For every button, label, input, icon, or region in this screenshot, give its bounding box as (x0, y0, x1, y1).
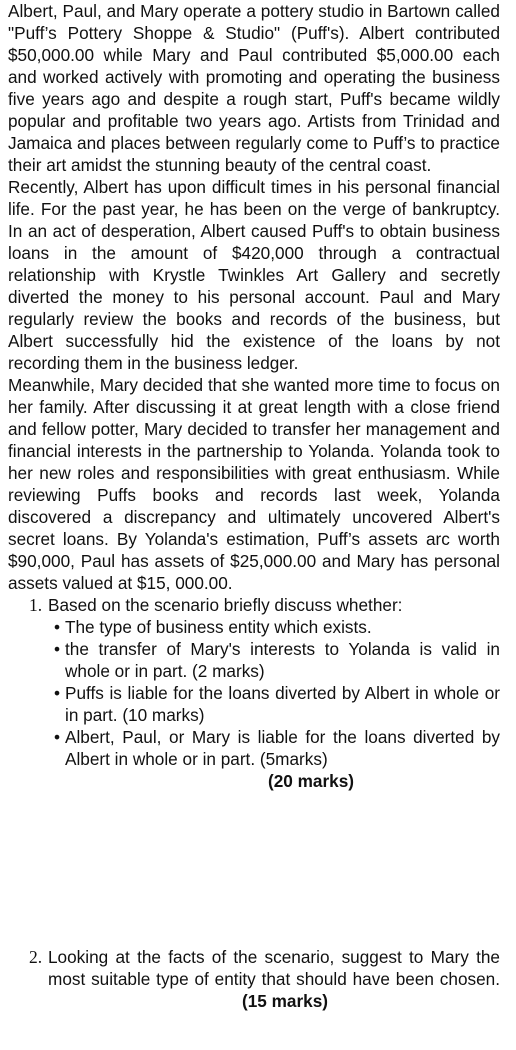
question-1-number: 1. (29, 595, 43, 615)
question-2 (8, 946, 500, 1012)
question-1-marks: (20 marks) (268, 771, 354, 791)
scenario-paragraph-3: Meanwhile, Mary decided that she wanted more time to focus on her family. After discussing it at great length with a close friend and fellow potter, Mary decided to transfer her management and financial interests in the partnership to Yolanda. Yolanda took to her new roles and responsibilities with great enthusiasm. While reviewing Puffs books and records last week, Yolanda discovered a discrepancy and ultimately uncovered Albert's secret loans. By Yolanda's estimation, Puff’s assets arc worth $90,000, Paul has assets of $25,000.00 and Mary has personal assets valued at $15, 000.00. (8, 375, 500, 593)
question-1-bullet-2: • the transfer of Mary's interests to Yolanda is valid in whole or in part. (2 marks) (65, 638, 500, 682)
question-2-marks: (15 marks) (242, 991, 328, 1011)
question-1 (8, 594, 500, 792)
scenario-paragraph-1: Albert, Paul, and Mary operate a pottery studio in Bartown called "Puff’s Pottery Shoppe & Studio" (Puff's). Albert contributed $50,000.00 while Mary and Paul contributed $5,000.00 each and worked actively with promoting and operating the business five years ago and despite a rough start, Puff's became wildly popular and profitable two years ago. Artists from Trinidad and Jamaica and places between regularly come to Puff’s to practice their art amidst the stunning beauty of the central coast. (8, 1, 500, 175)
question-2-prompt: Looking at the facts of the scenario, suggest to Mary the most suitable type of entity that should have been chosen. (48, 947, 500, 989)
question-1-prompt: Based on the scenario briefly discuss whether: (48, 595, 403, 615)
question-2-number: 2. (29, 947, 43, 967)
question-1-bullet-4: • Albert, Paul, or Mary is liable for the loans diverted by Albert in whole or in part. (5marks) (65, 726, 500, 770)
question-1-header (8, 594, 500, 616)
question-2-body (8, 946, 500, 1012)
scenario-paragraph-2: Recently, Albert has upon difficult times in his personal financial life. For the past year, he has been on the verge of bankruptcy. In an act of desperation, Albert caused Puff's to obtain business loans in the amount of $420,000 through a contractual relationship with Krystle Twinkles Art Gallery and secretly diverted the money to his personal account. Paul and Mary regularly review the books and records of the business, but Albert successfully hid the existence of the loans by not recording them in the business ledger. (8, 177, 500, 373)
document-body (8, 0, 500, 1011)
question-1-bullet-3: • Puffs is liable for the loans diverted by Albert in whole or in part. (10 marks) (65, 682, 500, 726)
question-1-bullet-list (8, 616, 500, 770)
question-1-bullet-1: • The type of business entity which exists. (65, 616, 500, 638)
